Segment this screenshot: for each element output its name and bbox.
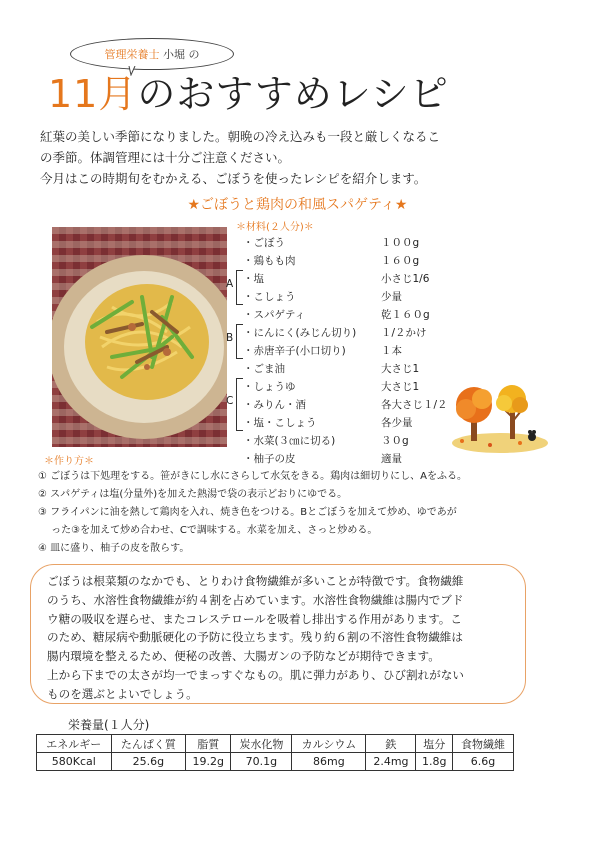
- info-line: ものを選ぶとよいでしょう。: [47, 686, 198, 701]
- ingredients-heading: ＊材料(２人分)＊: [236, 222, 314, 233]
- nutrition-value-cell: 6.6g: [453, 753, 514, 771]
- pasta-dish-photo: [52, 227, 227, 447]
- ingredient-name: ・ごま油: [243, 363, 285, 375]
- ingredient-amount: １６０g: [381, 255, 420, 267]
- step-item: ④ 皿に盛り、柚子の皮を散らす。: [38, 543, 190, 554]
- group-b-label: B: [226, 332, 234, 344]
- step-item: った③を加えて炒め合わせ、Cで調味する。水菜を加え、さっと炒める。: [38, 525, 378, 536]
- nutrition-title: 栄養量(１人分): [68, 718, 150, 732]
- nutrition-value-cell: 580Kcal: [37, 753, 112, 771]
- nutrition-header-row: [37, 735, 514, 753]
- nutrition-value-cell: 25.6g: [111, 753, 186, 771]
- group-c-bracket: [236, 378, 243, 431]
- step-item: ① ごぼうは下処理をする。笹がきにし水にさらして水気をきる。鶏肉は細切りにし、Aをふる。: [38, 471, 467, 482]
- ingredient-amount: １/２かけ: [381, 327, 427, 339]
- nutrition-header-cell: 炭水化物: [231, 735, 292, 753]
- step-item: ② スパゲティは塩(分量外)を加えた熱湯で袋の表示どおりにゆでる。: [38, 489, 348, 500]
- ingredient-amount: 大さじ1: [381, 363, 420, 375]
- nutrition-value-cell: 86mg: [292, 753, 366, 771]
- nutrition-header-cell: 食物繊維: [453, 735, 514, 753]
- author-bubble: [70, 38, 234, 70]
- ingredient-amount: 乾１６０g: [381, 309, 430, 321]
- info-line: ごぼうは根菜類のなかでも、とりわけ食物繊維が多いことが特徴です。食物繊維: [47, 574, 464, 588]
- ingredient-name: ・にんにく(みじん切り): [243, 327, 357, 339]
- info-line: ウ糖の吸収を遅らせ、またコレステロールを吸着し排出する作用があります。こ: [47, 611, 462, 626]
- nutrition-header-cell: 脂質: [186, 735, 231, 753]
- nutrition-table: [36, 734, 514, 771]
- intro-text: [40, 126, 560, 189]
- intro-line: の季節。体調管理には十分ご注意ください。: [40, 150, 291, 165]
- group-a-label: A: [226, 278, 234, 290]
- info-line: 腸内環境を整えるため、便秘の改善、大腸ガンの予防などが期待できます。: [47, 649, 440, 664]
- group-a-bracket: [236, 270, 243, 305]
- page-title: [48, 72, 449, 116]
- nutrition-value-cell: 2.4mg: [366, 753, 416, 771]
- author-suffix: の: [188, 48, 200, 61]
- ingredient-amount: 各大さじ１/２: [381, 399, 448, 411]
- info-line: 上から下までの太さが均一でまっすぐなもの。肌に弾力があり、ひび割れがない: [47, 667, 464, 682]
- ingredient-name: ・柚子の皮: [243, 453, 296, 465]
- info-line: のため、糖尿病や動脈硬化の予防に役立ちます。残り約６割の不溶性食物繊維は: [47, 630, 463, 645]
- ingredient-name: ・みりん・酒: [243, 399, 306, 411]
- intro-line: 今月はこの時期旬をむかえる、ごぼうを使ったレシピを紹介します。: [40, 171, 427, 186]
- title-rest: のおすすめレシピ: [137, 72, 449, 116]
- ingredient-amount: 適量: [381, 453, 402, 465]
- nutrition-value-cell: 70.1g: [231, 753, 292, 771]
- ingredient-amount: 少量: [381, 291, 402, 303]
- nutrition-value-cell: 19.2g: [186, 753, 231, 771]
- info-line: のうち、水溶性食物繊維が約４割を占めています。水溶性食物繊維は腸内でブド: [47, 592, 464, 607]
- nutrition-header-cell: 塩分: [416, 735, 453, 753]
- author-bubble-text: [105, 46, 200, 62]
- steps-heading: ＊作り方＊: [44, 456, 94, 467]
- nutrition-header-cell: 鉄: [366, 735, 416, 753]
- burdock-info-box: [30, 564, 526, 704]
- ingredient-amount: 大さじ1: [381, 381, 420, 393]
- author-name: 小堀: [163, 48, 185, 61]
- ingredient-amount: １本: [381, 345, 402, 357]
- nutrition-value-row: [37, 753, 514, 771]
- nutrition-header-cell: カルシウム: [292, 735, 366, 753]
- nutrition-header-cell: たんぱく質: [111, 735, 186, 753]
- ingredient-amount: ３０g: [381, 435, 409, 447]
- ingredient-name: ・塩・こしょう: [243, 417, 317, 429]
- ingredient-amount: １００g: [381, 237, 420, 249]
- ingredient-name: ・ごぼう: [243, 237, 285, 249]
- title-month: 11月: [48, 72, 138, 116]
- pasta-photo-graphic: [52, 227, 227, 447]
- ingredient-name: ・赤唐辛子(小口切り): [243, 345, 346, 357]
- nutrition-value-cell: 1.8g: [416, 753, 453, 771]
- ingredient-name: ・スパゲティ: [243, 309, 306, 321]
- nutrition-header-cell: エネルギー: [37, 735, 112, 753]
- recipe-title: ★ごぼうと鶏肉の和風スパゲティ★: [187, 197, 408, 213]
- group-c-label: C: [226, 395, 234, 407]
- group-b-bracket: [236, 324, 243, 359]
- author-title: 管理栄養士: [104, 48, 160, 61]
- ingredient-name: ・鶏もも肉: [243, 255, 296, 267]
- autumn-trees-illustration: [450, 375, 550, 455]
- ingredient-amount: 小さじ1/6: [381, 273, 430, 285]
- step-item: ③ フライパンに油を熱して鶏肉を入れ、焼き色をつける。Bとごぼうを加えて炒め、ゆであが: [38, 507, 457, 518]
- ingredient-name: ・水菜(３㎝に切る): [243, 435, 336, 447]
- ingredient-name: ・しょうゆ: [243, 381, 296, 393]
- intro-line: 紅葉の美しい季節になりました。朝晩の冷え込みも一段と厳しくなるこ: [40, 129, 441, 144]
- ingredient-amount: 各少量: [381, 417, 413, 429]
- ingredient-name: ・こしょう: [243, 291, 296, 303]
- steps-list: [38, 468, 578, 558]
- ingredient-name: ・塩: [243, 273, 264, 285]
